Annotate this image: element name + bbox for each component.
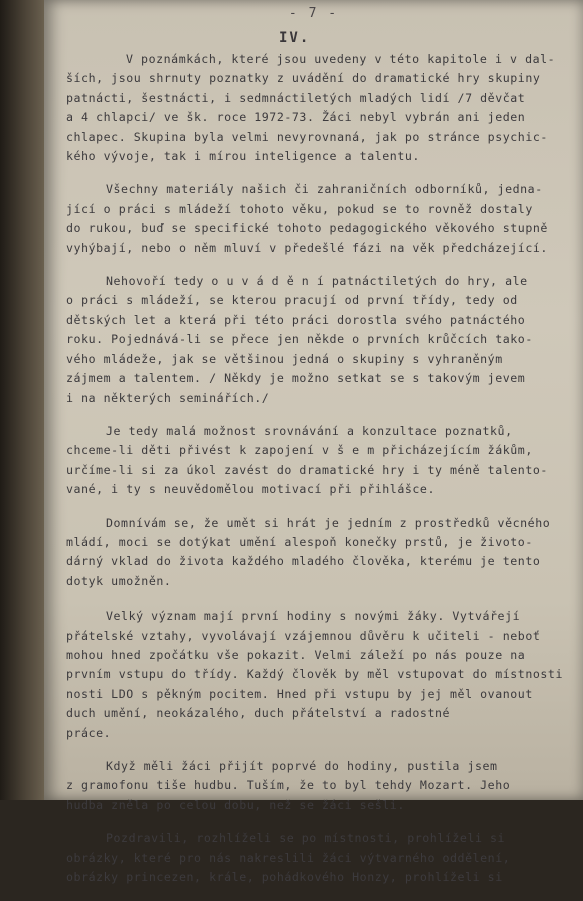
text-line: chceme-li děti přivést k zapojení v š e m přicházejícím žákům, <box>66 443 533 458</box>
paragraph-7 <box>66 757 566 815</box>
text-line: vyhýbají, nebo o něm mluví v předešlé fázi na věk předcházející. <box>66 240 548 255</box>
text-line: zájmem a talentem. / Někdy je možno setkat se s takovým jevem <box>66 371 526 386</box>
text-line: V poznámkách, které jsou uvedeny v této kapitole i v dal- <box>126 52 556 66</box>
text-line: a 4 chlapci/ ve šk. roce 1972-73. Žáci nebyl vybrán ani jeden <box>66 110 526 125</box>
text-line: dětských let a která při této práci dorostla svého patnáctého <box>66 312 526 327</box>
text-line: práce. <box>66 725 112 740</box>
text-line: Je tedy malá možnost srovnávání a konzultace poznatků, <box>106 423 513 438</box>
paragraph-6 <box>66 607 566 743</box>
text-line: roku. Pojednává-li se přece jen někde o prvních krůčcích tako- <box>66 332 533 347</box>
paragraph-4 <box>66 422 566 500</box>
text-line: kého vývoje, tak i mírou inteligence a talentu. <box>66 149 420 164</box>
typewritten-page <box>44 0 583 885</box>
paragraph-1 <box>66 50 566 166</box>
text-line: dárný vklad do života každého mladého člověka, kterému je tento <box>66 554 541 569</box>
text-line: dotyk umožněn. <box>66 573 172 588</box>
page-number: - 7 - <box>288 6 339 21</box>
text-line: Nehovoří tedy o u v á d ě n í patnáctiletých do hry, ale <box>106 274 528 289</box>
paragraph-3 <box>66 272 566 408</box>
text-line: patnácti, šestnácti, i sedmnáctiletých mladých lidí /7 děvčat <box>66 90 526 105</box>
text-line: mládí, moci se dotýkat umění alespoň konečky prstů, je životo- <box>66 534 533 549</box>
text-line: jící o práci s mládeží tohoto věku, pokud se to rovněž dostaly <box>66 201 533 216</box>
paragraph-8 <box>66 829 566 887</box>
text-line: Pozdravili, rozhlíželi se po místnosti, prohlíželi si <box>106 831 506 846</box>
text-line: obrázky, které pro nás nakreslili žáci výtvarného oddělení, <box>66 850 511 865</box>
text-line: vého mládeže, jak se většinou jedná o skupiny s vyhraněným <box>66 351 503 366</box>
text-line: z gramofonu tiše hudbu. Tuším, že to byl tehdy Mozart. Jeho <box>66 778 511 793</box>
text-line: prvním vstupu do třídy. Každý člověk by měl vstupovat do místnosti <box>66 667 563 682</box>
chapter-heading: IV. <box>279 30 311 46</box>
page-body <box>66 50 566 901</box>
text-line: nosti LDO s pěkným pocitem. Hned při vstupu by jej měl ovanout <box>66 686 533 701</box>
text-line: ších, jsou shrnuty poznatky z uvádění do dramatické hry skupiny <box>66 71 541 86</box>
text-line: i na některých seminářích./ <box>66 390 270 405</box>
text-line: o práci s mládeží, se kterou pracují od první třídy, tedy od <box>66 293 518 308</box>
text-line: do rukou, buď se specifické tohoto pedagogického věkového stupně <box>66 221 548 236</box>
paragraph-5 <box>66 514 566 592</box>
text-line: přátelské vztahy, vyvolávají vzájemnou důvěru k učiteli - neboť <box>66 628 541 643</box>
text-line: Všechny materiály našich či zahraničních odborníků, jedna- <box>106 182 543 197</box>
text-line: Domnívám se, že umět si hrát je jedním z prostředků věcného <box>106 515 551 530</box>
paragraph-2 <box>66 180 566 258</box>
text-line: obrázky princezen, krále, pohádkového Honzy, prohlíželi si <box>66 870 503 885</box>
text-line: mohou hned zpočátku vše pokazit. Velmi záleží po nás pouze na <box>66 647 526 662</box>
text-line: vané, i ty s neuvědomělou motivací při přihlášce. <box>66 482 435 497</box>
text-line: Když měli žáci přijít poprvé do hodiny, pustila jsem <box>106 759 498 773</box>
book-binding-shadow <box>0 0 44 800</box>
text-line: duch umění, neokázalého, duch přátelství a radostné <box>66 706 451 721</box>
text-line: Velký význam mají první hodiny s novými žáky. Vytvářejí <box>106 609 521 624</box>
text-line: chlapec. Skupina byla velmi nevyrovnaná, jak po stránce psychic- <box>66 129 548 144</box>
text-line: určíme-li si za úkol zavést do dramatické hry i ty méně talento- <box>66 462 548 477</box>
text-line: hudba zněla po celou dobu, než se žáci sešli. <box>66 797 405 812</box>
